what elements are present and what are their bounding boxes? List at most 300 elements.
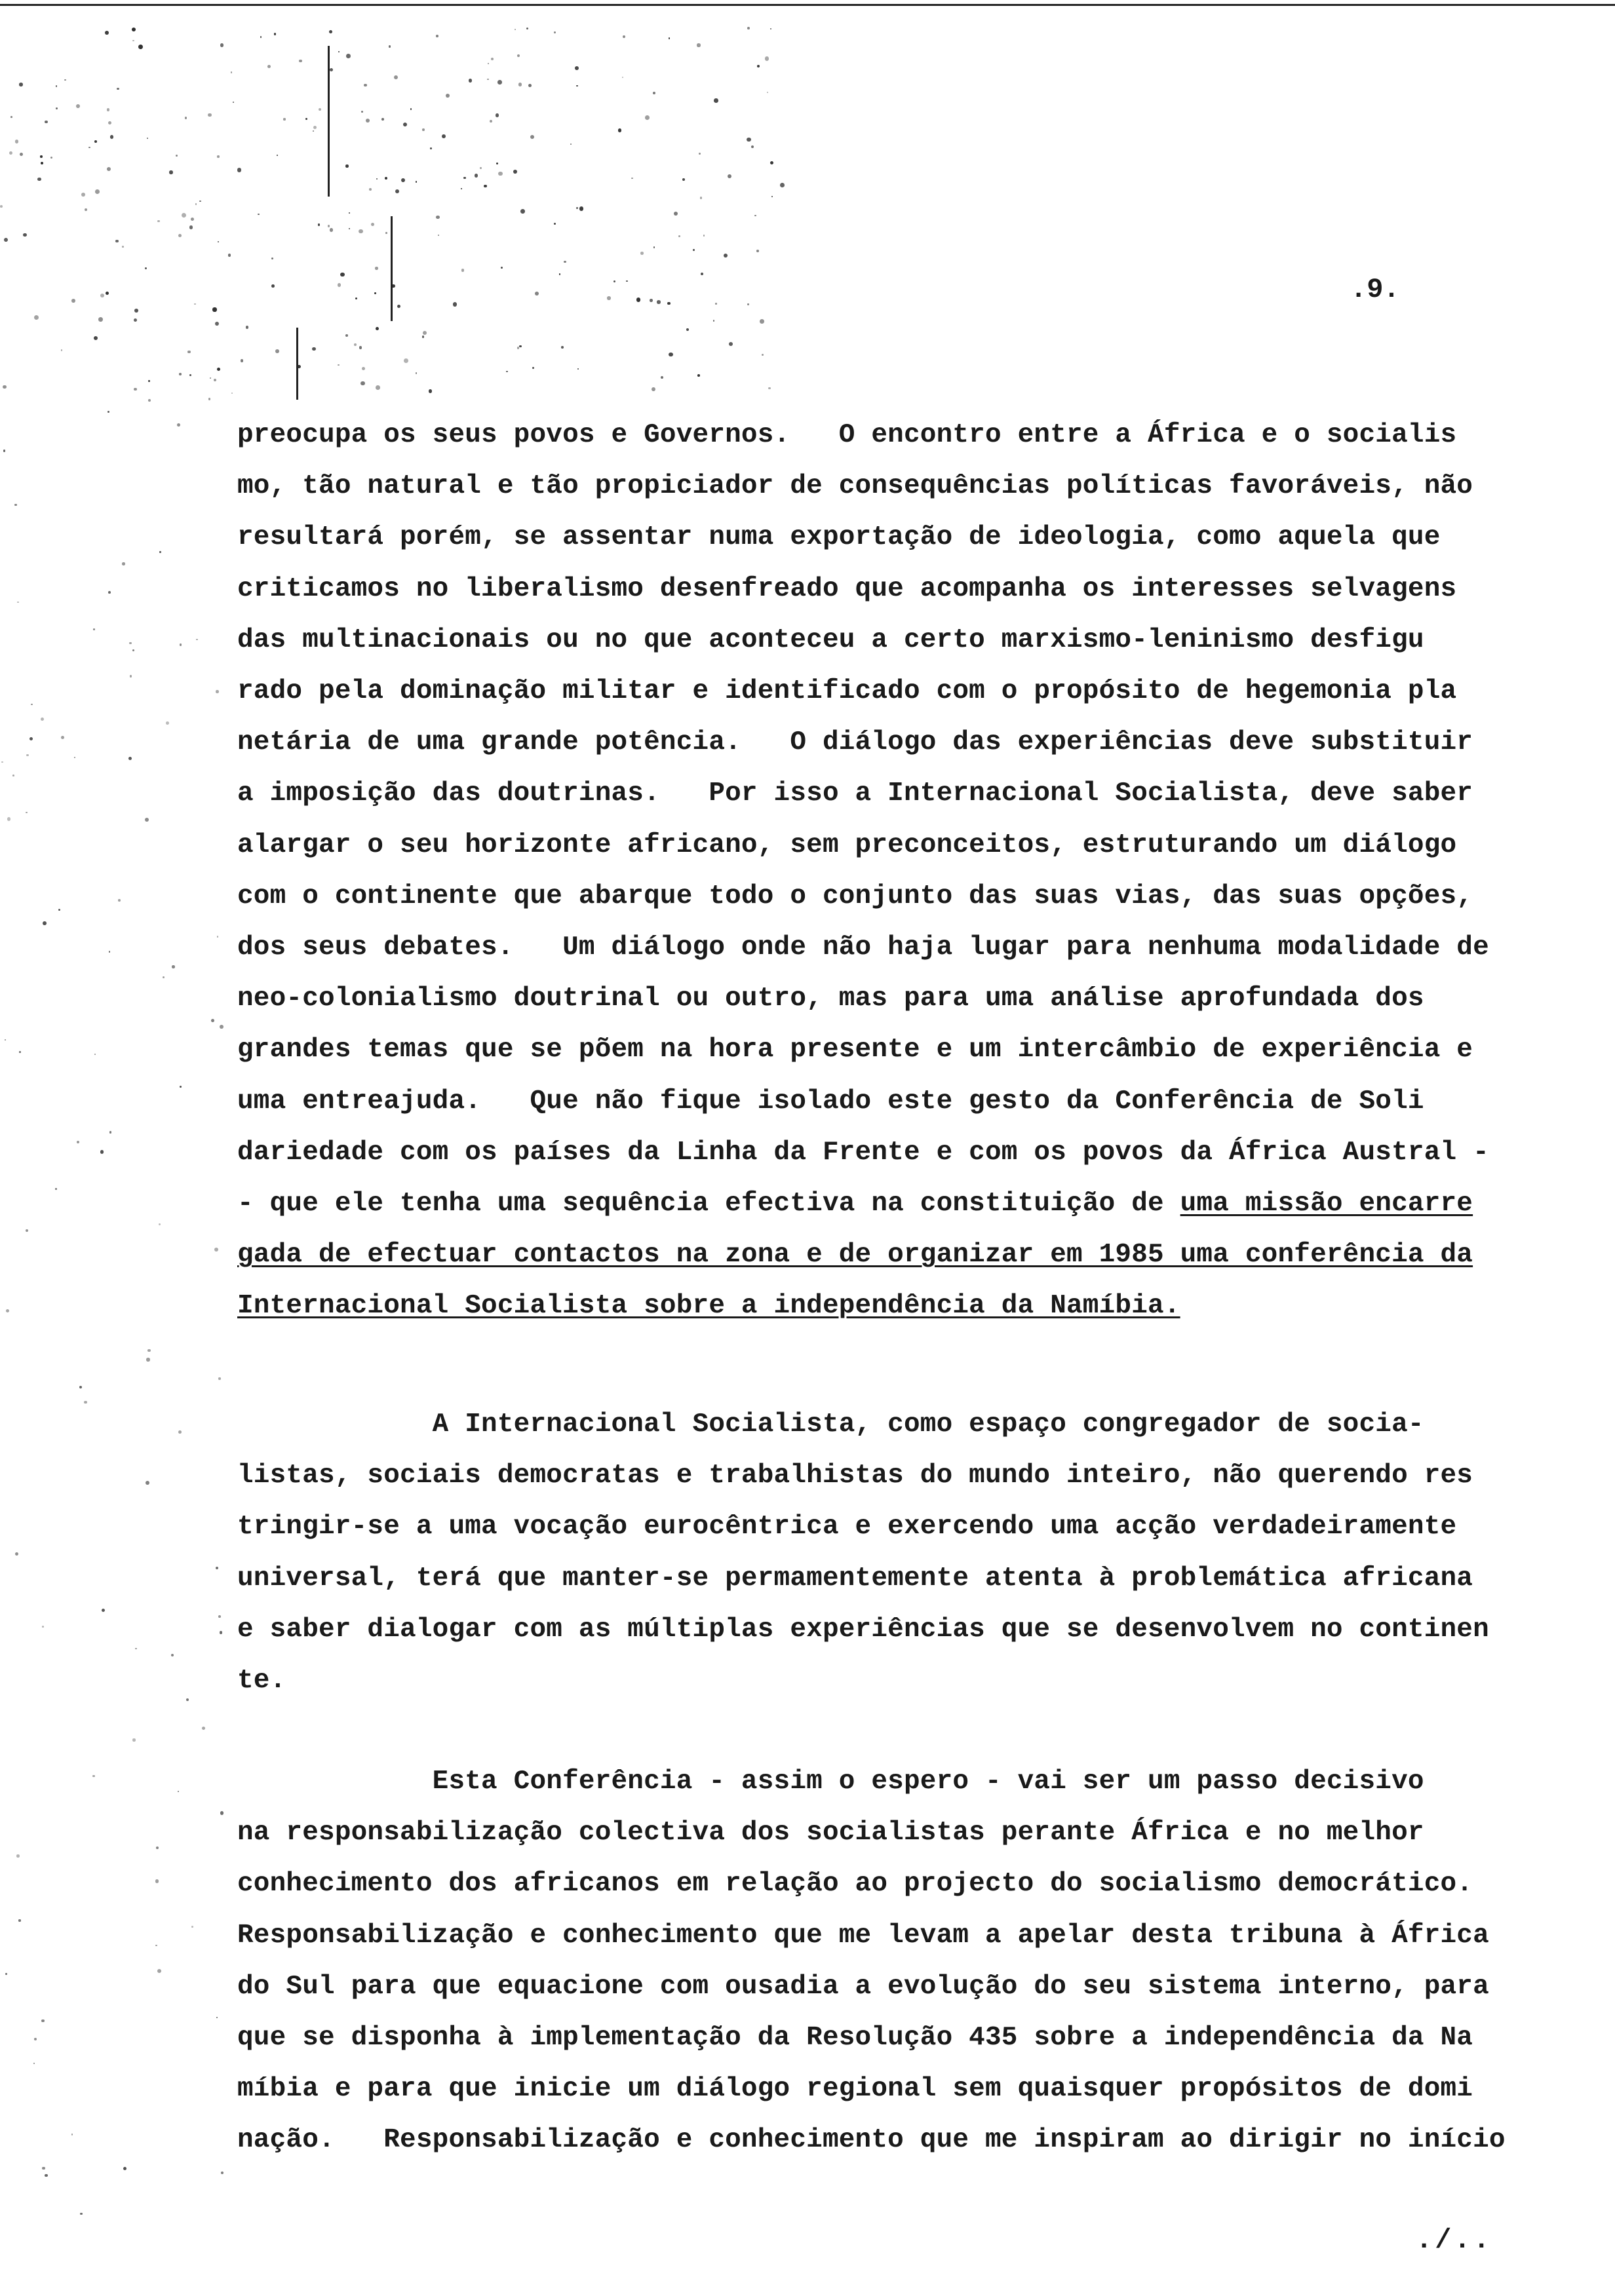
text-line: míbia e para que inicie um diálogo regional sem quaisquer propósitos de domi	[237, 2074, 1473, 2105]
scan-speck	[613, 280, 615, 282]
scan-speck	[191, 218, 194, 221]
scan-speck	[134, 388, 136, 391]
scan-speck	[220, 1025, 224, 1029]
scan-speck	[463, 177, 465, 179]
scan-speck	[45, 121, 47, 123]
scan-speck	[518, 83, 522, 86]
scan-speck	[422, 128, 425, 131]
text-line: conhecimento dos africanos em relação ao projecto do socialismo democrático.	[237, 1869, 1473, 1900]
text-line: das multinacionais ou no que aconteceu a certo marxismo-leninismo desfigu	[237, 624, 1424, 655]
scan-speck	[575, 66, 579, 70]
scan-speck	[79, 1386, 82, 1388]
scan-speck	[762, 354, 764, 356]
scan-speck	[218, 1615, 221, 1618]
scan-speck	[267, 65, 271, 68]
scan-speck	[364, 84, 366, 86]
scan-speck	[132, 28, 136, 31]
scan-speck	[217, 155, 220, 158]
scan-speck	[107, 108, 109, 111]
scan-speck	[484, 185, 486, 187]
scan-speck	[345, 334, 348, 337]
scan-speck	[682, 178, 685, 181]
scan-speck	[148, 380, 150, 382]
scan-speck	[469, 79, 472, 82]
scan-speck	[297, 365, 301, 369]
scan-speck	[172, 965, 174, 968]
scan-speck	[15, 140, 18, 143]
text-line: rado pela dominação militar e identificado com o propósito de hegemonia pla	[237, 676, 1457, 707]
scan-speck	[461, 188, 462, 189]
scan-speck	[132, 40, 134, 41]
scan-speck	[135, 1648, 136, 1649]
scan-speck	[216, 1567, 218, 1569]
scan-speck	[490, 120, 492, 123]
scan-speck	[360, 381, 364, 385]
scan-speck	[394, 75, 398, 79]
scan-speck	[202, 1727, 205, 1730]
scan-speck	[80, 2213, 82, 2215]
scan-speck	[115, 240, 119, 243]
scan-speck	[395, 189, 399, 193]
scan-speck	[169, 170, 172, 174]
scan-speck	[461, 269, 464, 271]
text-line: do Sul para que equacione com ousadia a evolução do seu sistema interno, para	[237, 1971, 1489, 2002]
scan-speck	[519, 345, 521, 347]
scan-speck	[318, 223, 321, 226]
scan-speck	[100, 1150, 104, 1153]
scan-speck	[189, 225, 193, 229]
scan-speck	[338, 364, 340, 366]
text-line: listas, sociais democratas e trabalhistas do mundo inteiro, não querendo res	[237, 1461, 1473, 1491]
text-line: na responsabilização colectiva dos socialistas perante África e no melhor	[237, 1818, 1424, 1848]
scan-speck	[155, 1879, 159, 1883]
scan-speck	[31, 704, 32, 705]
scan-speck	[491, 58, 494, 60]
margin-mark	[391, 216, 393, 321]
scan-speck	[5, 1039, 7, 1041]
scan-speck	[362, 367, 365, 370]
scan-speck	[212, 307, 216, 311]
scan-speck	[155, 1945, 157, 1946]
scan-speck	[189, 374, 191, 376]
scan-speck	[496, 113, 499, 117]
scan-speck	[220, 1631, 222, 1634]
scan-speck	[576, 85, 578, 87]
scan-speck	[156, 1846, 159, 1849]
scan-speck	[636, 297, 641, 302]
paragraph-3	[237, 1756, 1535, 2166]
scan-speck	[697, 374, 700, 377]
scan-speck	[55, 1188, 57, 1190]
scan-speck	[64, 79, 66, 81]
scan-speck	[436, 216, 440, 220]
scan-speck	[381, 118, 384, 121]
scan-speck	[577, 368, 579, 370]
text-line: Responsabilização e conhecimento que me levam a apelar desta tribuna à África	[237, 1920, 1489, 1951]
scan-speck	[14, 504, 16, 506]
scan-speck	[714, 98, 718, 103]
scan-speck	[3, 450, 6, 452]
scan-speck	[132, 1738, 135, 1741]
scan-speck	[108, 121, 111, 124]
text-line: neo-colonialismo doutrinal ou outro, mas para uma análise aprofundada dos	[237, 984, 1424, 1014]
text-line	[237, 1280, 1535, 1331]
scan-speck	[554, 31, 556, 33]
text-line: Esta Conferência - assim o espero - vai ser um passo decisivo	[237, 1767, 1424, 1797]
scan-speck	[640, 252, 644, 255]
scan-speck	[94, 336, 98, 340]
scan-speck	[199, 201, 201, 202]
scan-speck	[218, 241, 220, 243]
scan-speck	[50, 157, 52, 159]
scan-speck	[729, 342, 733, 346]
scan-speck	[487, 79, 488, 80]
text-run: - que ele tenha uma sequência efectiva na constituição de	[237, 1189, 1180, 1219]
text-line	[237, 1178, 1535, 1229]
scan-speck	[145, 267, 147, 269]
scan-speck	[403, 123, 407, 126]
scan-speck	[618, 128, 621, 132]
scan-speck	[770, 28, 771, 29]
scan-speck	[501, 267, 503, 269]
scan-speck	[185, 117, 187, 119]
text-line: netária de uma grande potência. O diálogo das experiências deve substituir	[237, 727, 1473, 758]
scan-speck	[134, 309, 138, 313]
scan-speck	[607, 296, 610, 299]
scan-speck	[652, 387, 655, 391]
scan-speck	[4, 238, 8, 242]
scan-speck	[231, 71, 233, 73]
top-rule	[0, 4, 1615, 6]
scan-speck	[208, 113, 212, 117]
scan-speck	[770, 161, 774, 165]
scan-speck	[274, 33, 276, 35]
scan-speck	[340, 273, 345, 277]
scan-speck	[15, 1552, 18, 1556]
scan-speck	[480, 167, 481, 168]
scan-speck	[196, 639, 197, 640]
scan-speck	[349, 212, 350, 214]
scan-speck	[3, 385, 6, 389]
scan-speck	[157, 1969, 161, 1973]
scan-speck	[385, 232, 387, 234]
scan-speck	[42, 2167, 45, 2170]
scan-speck	[561, 346, 564, 349]
scan-speck	[376, 385, 380, 390]
scan-speck	[701, 273, 703, 275]
scan-speck	[237, 168, 242, 172]
text-line: grandes temas que se põem na hora presente e um intercâmbio de experiência e	[237, 1035, 1473, 1065]
scan-speck	[756, 250, 759, 252]
scan-speck	[12, 775, 14, 776]
scan-speck	[56, 107, 58, 109]
scan-speck	[6, 1309, 9, 1312]
text-line: A Internacional Socialista, como espaço congregador de socia-	[237, 1409, 1424, 1440]
scan-speck	[92, 1775, 95, 1778]
scan-speck	[579, 206, 584, 211]
scan-speck	[195, 203, 197, 204]
scan-speck	[130, 675, 132, 678]
scan-speck	[496, 163, 498, 164]
scan-speck	[631, 178, 632, 179]
scan-speck	[241, 359, 244, 362]
scan-speck	[56, 85, 57, 86]
scan-speck	[122, 246, 124, 248]
scan-speck	[338, 51, 340, 53]
scan-speck	[330, 68, 333, 71]
scan-speck	[410, 108, 412, 110]
scan-speck	[233, 102, 234, 103]
scan-speck	[385, 177, 387, 180]
scan-speck	[107, 167, 111, 171]
scan-speck	[19, 83, 23, 86]
scan-speck	[559, 273, 560, 275]
scan-speck	[117, 88, 119, 90]
scan-speck	[747, 27, 750, 29]
scan-speck	[653, 246, 655, 248]
scan-speck	[0, 205, 3, 208]
text-line: preocupa os seus povos e Governos. O encontro entre a África e o socialis	[237, 420, 1457, 450]
scan-speck	[145, 818, 149, 822]
scan-speck	[530, 135, 534, 139]
scan-speck	[81, 193, 85, 197]
scan-speck	[768, 387, 770, 389]
scan-speck	[275, 349, 279, 353]
scan-speck	[41, 162, 43, 164]
scan-speck	[166, 721, 169, 725]
scan-speck	[231, 392, 233, 394]
scan-speck	[179, 373, 182, 375]
scan-speck	[191, 1926, 193, 1927]
text-line: alargar o seu horizonte africano, sem preconceitos, estruturando um diálogo	[237, 830, 1457, 860]
scan-speck	[134, 318, 137, 322]
scan-speck	[110, 135, 113, 138]
scan-speck	[178, 1430, 182, 1434]
scan-speck	[338, 283, 341, 287]
scan-speck	[29, 737, 33, 740]
scan-speck	[751, 145, 754, 148]
scan-speck	[532, 367, 534, 369]
scan-speck	[359, 229, 363, 234]
underlined-text-line: gada de efectuar contactos na zona e de organizar em 1985 uma conferência da	[237, 1240, 1473, 1271]
scan-speck	[488, 63, 489, 64]
scan-speck	[760, 319, 764, 324]
scan-speck	[693, 249, 695, 251]
scan-speck	[228, 254, 231, 257]
scan-speck	[754, 215, 756, 216]
scan-speck	[163, 976, 165, 978]
scan-speck	[88, 147, 90, 149]
scan-speck	[208, 398, 211, 400]
scan-speck	[422, 335, 424, 337]
scan-speck	[41, 718, 44, 721]
scan-speck	[260, 36, 262, 37]
underlined-text: uma missão encarre	[1180, 1189, 1473, 1219]
scan-speck	[178, 1791, 179, 1792]
scan-speck	[216, 2017, 218, 2018]
scan-speck	[129, 642, 132, 645]
scan-speck	[506, 371, 507, 372]
scan-speck	[430, 147, 432, 149]
continuation-mark: ./..	[1416, 2225, 1492, 2256]
scan-speck	[645, 115, 650, 120]
scan-speck	[626, 280, 627, 282]
scan-speck	[513, 170, 517, 174]
scan-speck	[354, 343, 357, 346]
text-line: dos seus debates. Um diálogo onde não haja lugar para nenhuma modalidade de	[237, 932, 1489, 963]
scan-speck	[404, 358, 408, 363]
scan-speck	[397, 305, 400, 308]
scan-speck	[147, 1349, 150, 1352]
scan-speck	[330, 228, 333, 231]
scan-speck	[697, 43, 700, 47]
scan-speck	[246, 326, 248, 328]
scan-speck	[106, 292, 109, 295]
scan-speck	[85, 208, 87, 211]
scan-speck	[715, 303, 717, 305]
scan-speck	[528, 84, 532, 87]
scan-speck	[61, 736, 64, 739]
scan-speck	[423, 331, 427, 335]
scan-speck	[180, 1086, 182, 1088]
scan-speck	[211, 1019, 214, 1022]
text-line: com o continente que abarque todo o conjunto das suas vias, das suas opções,	[237, 881, 1473, 911]
scan-speck	[194, 303, 196, 305]
scan-speck	[93, 628, 95, 630]
scan-speck	[416, 372, 417, 373]
scan-speck	[146, 1358, 150, 1362]
scan-speck	[686, 328, 689, 331]
scan-speck	[376, 178, 378, 180]
scan-speck	[622, 77, 624, 79]
scan-speck	[157, 220, 160, 223]
scan-speck	[520, 209, 525, 214]
scan-speck	[26, 812, 27, 813]
scan-speck	[218, 1377, 220, 1379]
scan-speck	[623, 35, 625, 38]
scan-speck	[221, 2172, 224, 2174]
scan-speck	[653, 92, 655, 94]
scan-speck	[453, 302, 457, 307]
scan-speck	[359, 346, 362, 349]
text-line: mo, tão natural e tão propiciador de consequências políticas favoráveis, não	[237, 471, 1473, 502]
scan-speck	[178, 234, 182, 237]
scan-speck	[661, 376, 663, 379]
scan-speck	[526, 28, 528, 29]
scan-speck	[757, 65, 760, 67]
scan-speck	[369, 188, 372, 191]
scan-speck	[669, 353, 672, 356]
scan-speck	[391, 284, 395, 288]
scan-speck	[517, 347, 519, 349]
scan-speck	[329, 30, 332, 33]
paragraph-1	[237, 410, 1535, 1332]
scan-speck	[26, 754, 28, 756]
scan-speck	[313, 130, 314, 132]
scan-speck	[123, 2167, 126, 2170]
scan-speck	[650, 299, 653, 302]
scan-speck	[26, 1229, 28, 1232]
text-line: criticamos no liberalismo desenfreado que acompanha os interesses selvagens	[237, 573, 1457, 604]
scan-speck	[108, 591, 111, 594]
scan-speck	[74, 757, 75, 758]
text-line: dariedade com os países da Linha da Frente e com os povos da África Austral -	[237, 1137, 1489, 1168]
scan-speck	[187, 351, 190, 353]
text-line: nação. Responsabilização e conhecimento que me inspiram ao dirigir no início	[237, 2125, 1506, 2156]
scan-speck	[107, 411, 109, 413]
scan-speck	[176, 155, 178, 157]
scan-speck	[767, 92, 769, 94]
scan-speck	[43, 921, 47, 925]
scan-speck	[678, 235, 680, 237]
scan-speck	[148, 399, 151, 402]
scan-speck	[376, 327, 379, 330]
scan-speck	[312, 347, 316, 351]
scan-speck	[18, 1919, 20, 1921]
scan-speck	[61, 349, 62, 351]
text-line: a imposição das doutrinas. Por isso a Internacional Socialista, deve saber	[237, 778, 1473, 809]
scan-speck	[258, 214, 259, 215]
scan-speck	[375, 267, 378, 270]
scan-speck	[277, 155, 278, 156]
scan-speck	[105, 31, 109, 35]
scan-speck	[102, 1609, 105, 1612]
scan-speck	[128, 757, 132, 760]
scan-speck	[700, 197, 703, 199]
scan-speck	[517, 54, 520, 57]
page-number: .9.	[1350, 274, 1400, 305]
scan-speck	[214, 1248, 218, 1252]
scan-speck	[109, 1131, 111, 1133]
scan-speck	[220, 43, 224, 47]
scan-speck	[371, 223, 374, 226]
scan-speck	[9, 151, 12, 155]
scan-speck	[84, 1401, 87, 1404]
text-line: resultará porém, se assentar numa exportação de ideologia, como aquela que	[237, 522, 1441, 553]
scan-speck	[180, 643, 182, 645]
scan-speck	[747, 138, 750, 142]
scan-speck	[71, 299, 75, 303]
scan-speck	[374, 292, 376, 294]
scan-speck	[177, 423, 180, 427]
scan-speck	[346, 54, 351, 58]
paragraph-2	[237, 1399, 1535, 1706]
text-line: uma entreajuda. Que não fique isolado este gesto da Conferência de Soli	[237, 1086, 1424, 1117]
underlined-text: Internacional Socialista sobre a independência da Namíbia.	[237, 1291, 1180, 1322]
scan-speck	[41, 2019, 44, 2022]
scan-speck	[570, 144, 572, 145]
scan-speck	[271, 258, 273, 259]
scan-speck	[94, 140, 97, 143]
scan-speck	[109, 951, 110, 952]
scan-speck	[771, 196, 773, 197]
scan-speck	[210, 377, 211, 379]
scan-speck	[34, 315, 39, 320]
scan-speck	[217, 936, 218, 937]
scan-speck	[674, 212, 678, 216]
scan-speck	[436, 35, 438, 37]
scan-speck	[146, 1481, 149, 1485]
scan-speck	[442, 134, 446, 138]
text-line: universal, terá que manter-se permamentemente atenta à problemática africana	[237, 1563, 1473, 1594]
scan-speck	[132, 649, 134, 651]
scan-speck	[17, 602, 19, 603]
scan-speck	[5, 1973, 7, 1975]
scan-speck	[42, 1626, 44, 1628]
scan-speck	[345, 164, 349, 168]
scan-speck	[33, 2063, 35, 2064]
scan-speck	[669, 37, 670, 39]
